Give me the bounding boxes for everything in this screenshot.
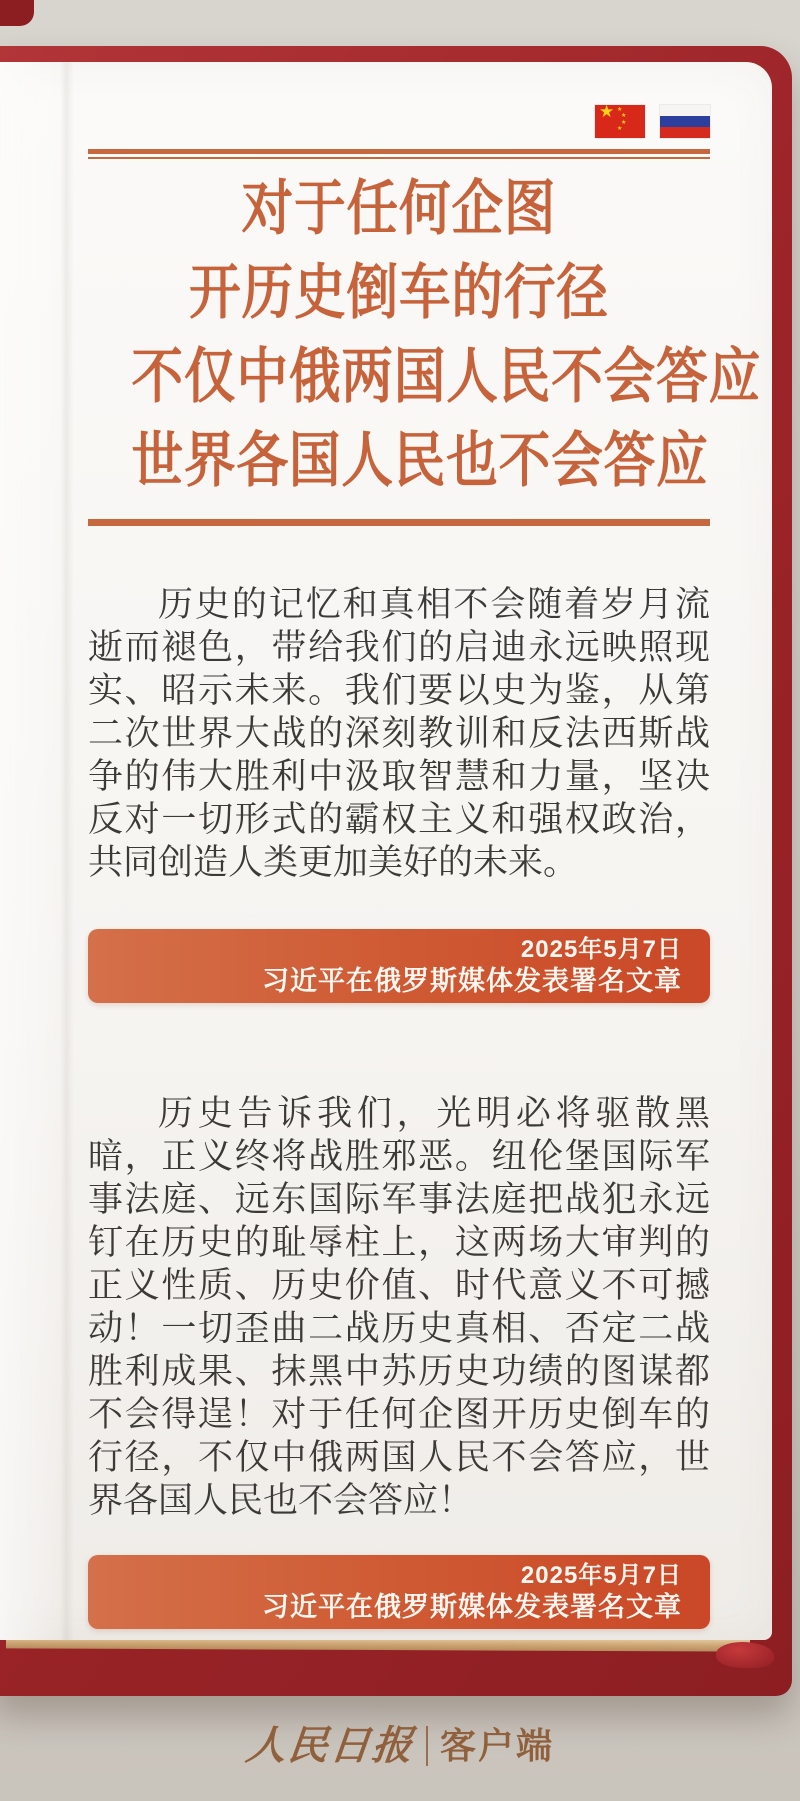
china-flag-small-star: ★: [617, 107, 623, 113]
page-content: [88, 62, 762, 1629]
china-flag-small-star: ★: [621, 120, 627, 126]
banner-date: 2025年5月7日: [520, 1561, 682, 1589]
headline-top-rule: [88, 149, 710, 159]
headline-line-3: 不仅中俄两国人民不会答应: [131, 343, 762, 410]
china-flag-small-star: ★: [621, 113, 627, 119]
headline-line-2: 开历史倒车的行径: [189, 259, 609, 326]
china-flag-icon: [595, 105, 645, 138]
russia-flag-red-stripe: [660, 127, 710, 138]
headline: [88, 167, 762, 503]
banner-date: 2025年5月7日: [520, 935, 682, 963]
russia-flag-icon: [660, 105, 710, 138]
cover-ribbon: [716, 1642, 774, 1668]
logo-divider: [426, 1726, 428, 1766]
banner-source: 习近平在俄罗斯媒体发表署名文章: [262, 965, 682, 996]
headline-bottom-rule: [88, 519, 710, 526]
banner-source: 习近平在俄罗斯媒体发表署名文章: [262, 1591, 682, 1622]
cover-corner: [0, 0, 34, 26]
peoples-daily-client-logo: [0, 1716, 800, 1776]
headline-line-4: 世界各国人民也不会答应: [131, 427, 709, 494]
quote-paragraph-2: 历史告诉我们，光明必将驱散黑暗，正义终将战胜邪恶。纽伦堡国际军事法庭、远东国际军事法庭把战犯永远钉在历史的耻辱柱上，这两场大审判的正义性质、历史价值、时代意义不可撼动！一切歪曲二战历史真相、否定二战胜利成果、抹黑中苏历史功绩的图谋都不会得逞！对于任何企图开历史倒车的行径，不仅中俄两国人民不会答应，世界各国人民也不会答应！: [88, 1094, 710, 1521]
headline-line-1: 对于任何企图: [241, 175, 557, 242]
flags-row: [88, 105, 710, 139]
page-curl: [0, 62, 60, 1640]
china-flag-small-star: ★: [617, 126, 623, 132]
russia-flag-blue-stripe: [660, 116, 710, 127]
peoples-daily-script-logo: 人民日报: [243, 1722, 417, 1769]
source-banner-1: [88, 929, 710, 1003]
page-fold-line: [60, 62, 74, 1640]
source-banner-2: [88, 1555, 710, 1629]
china-flag-big-star: ★: [599, 105, 615, 121]
russia-flag-white-stripe: [660, 105, 710, 116]
book-page: [0, 62, 772, 1640]
client-label: 客户端: [439, 1725, 554, 1766]
quote-paragraph-1: 历史的记忆和真相不会随着岁月流逝而褪色，带给我们的启迪永远映照现实、昭示未来。我们要以史为鉴，从第二次世界大战的深刻教训和反法西斯战争的伟大胜利中汲取智慧和力量，坚决反对一切形式的霸权主义和强权政治，共同创造人类更加美好的未来。: [88, 585, 710, 883]
